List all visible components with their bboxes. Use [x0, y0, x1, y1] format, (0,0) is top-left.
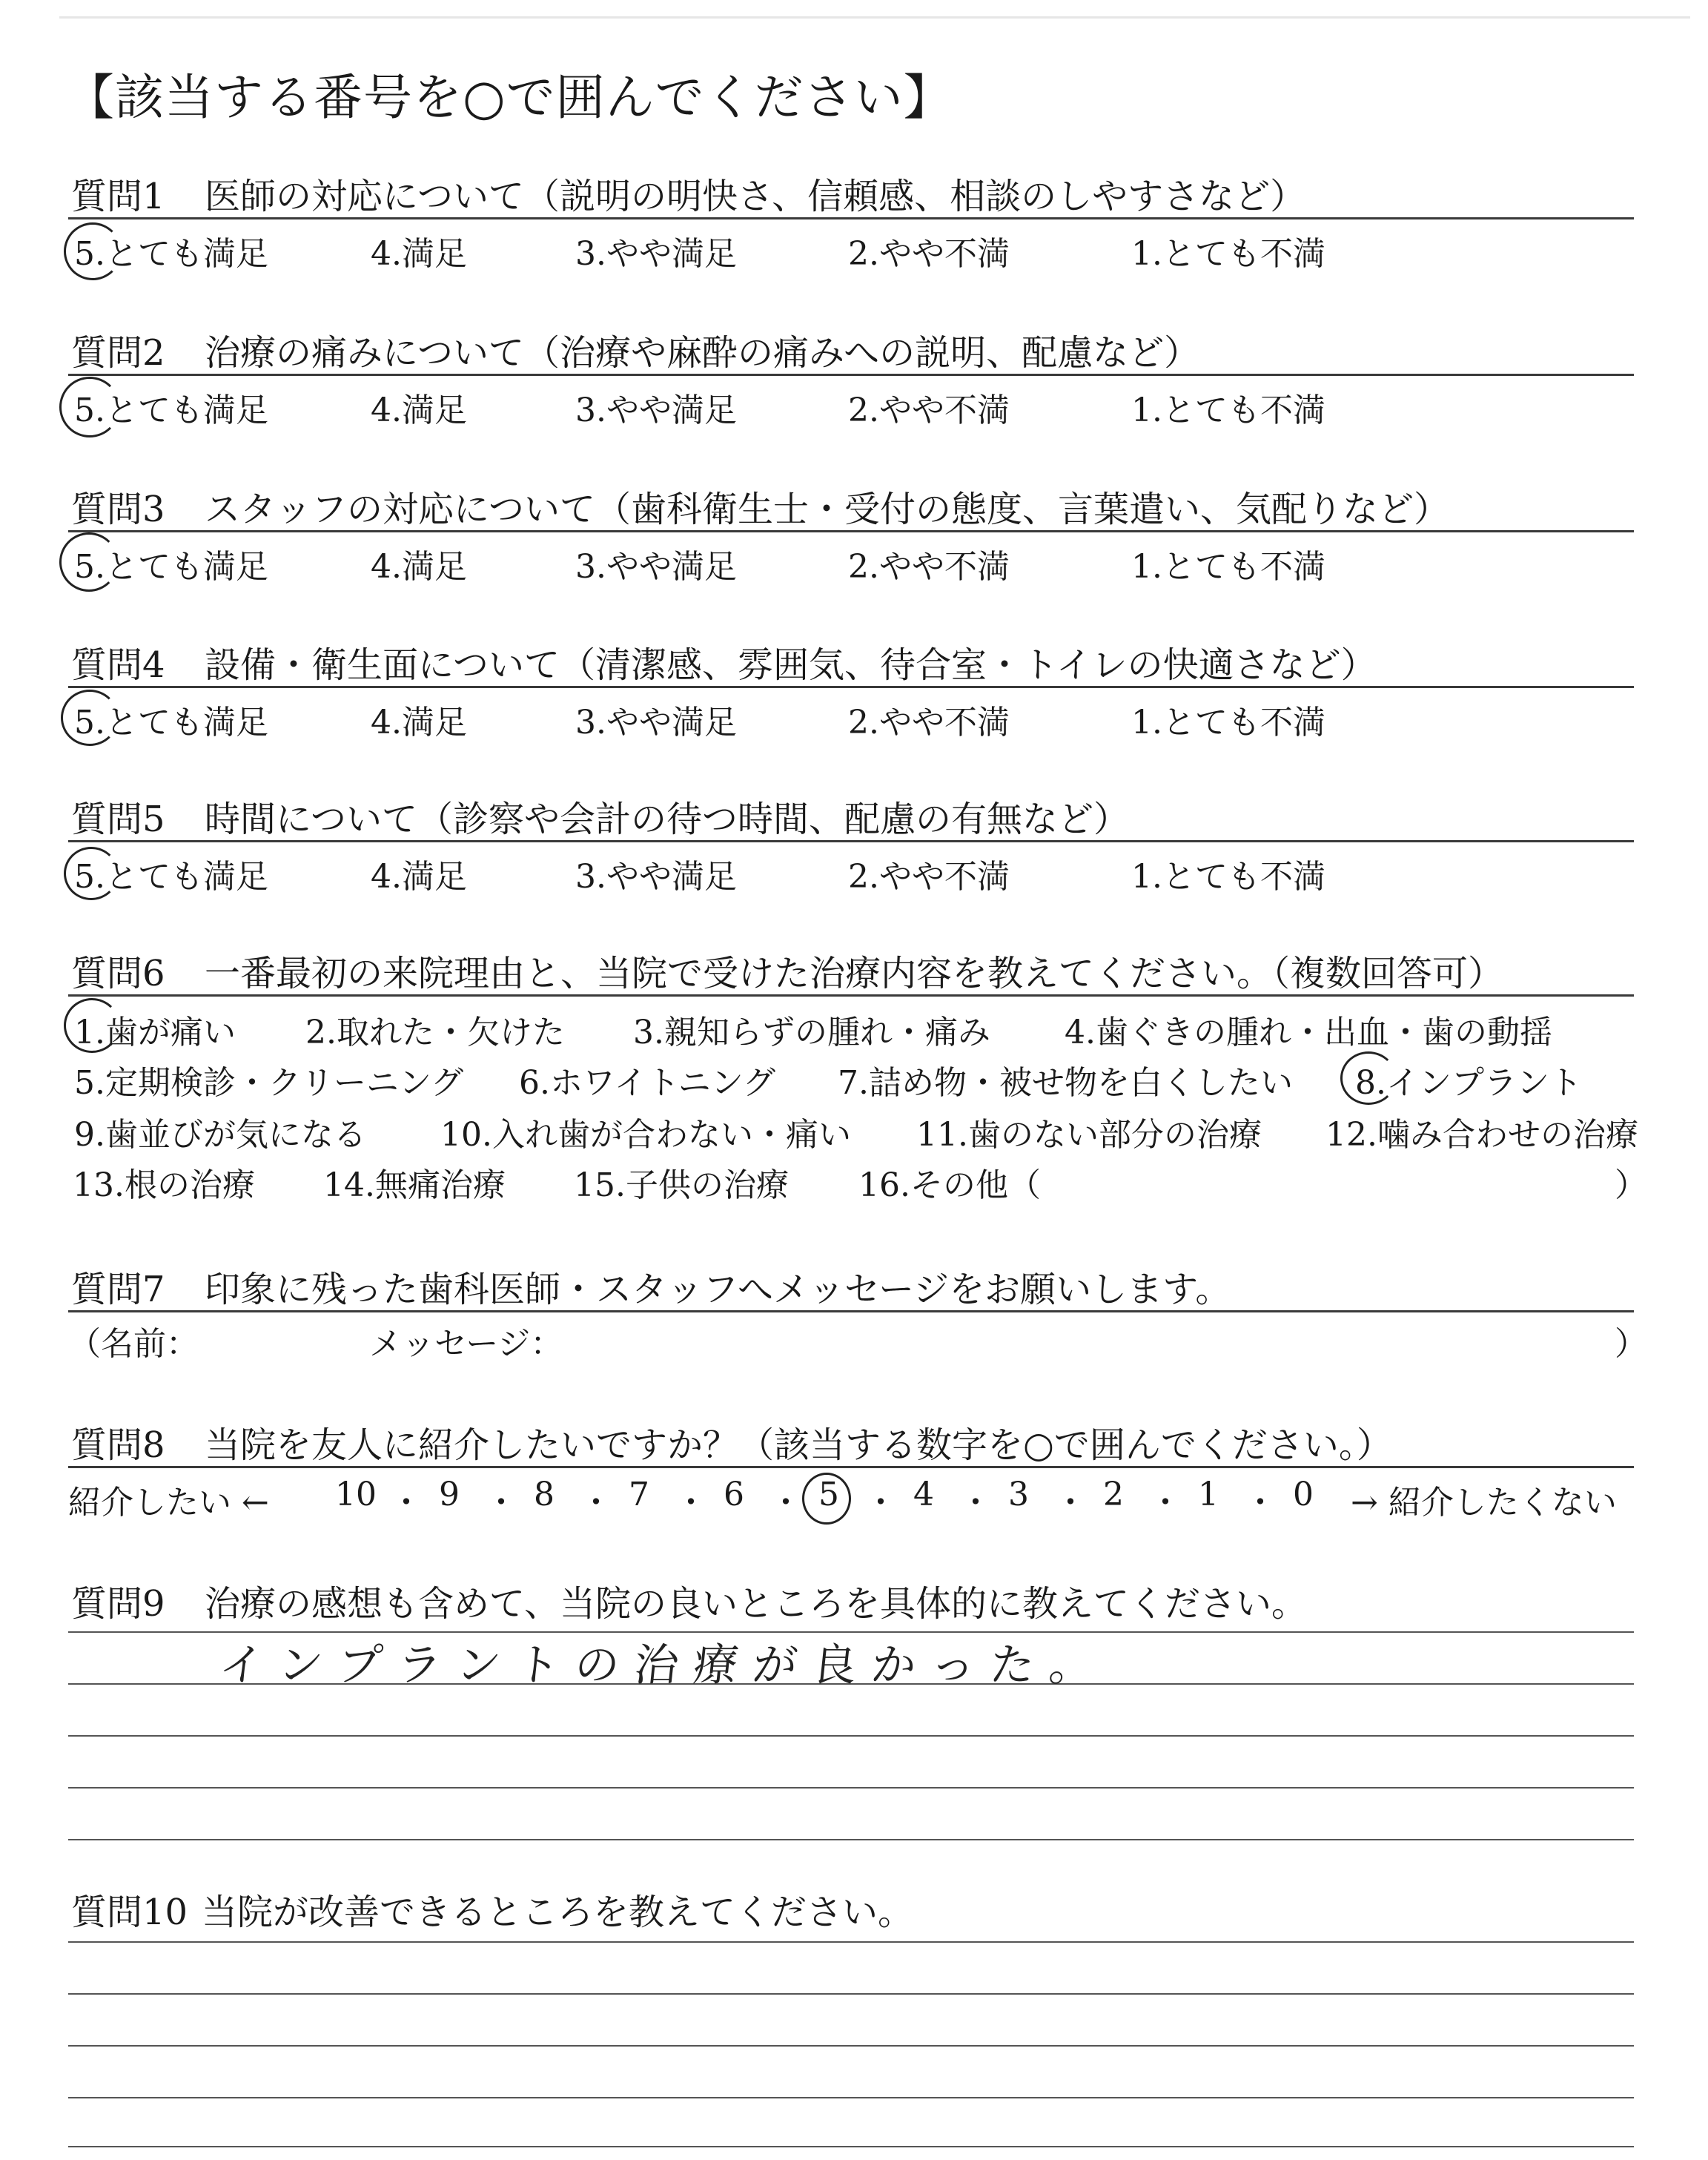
answer-line [68, 2097, 1634, 2098]
question-rule [68, 686, 1634, 688]
question-rule [68, 994, 1634, 997]
q2-option-2[interactable]: 2.やや不満 [848, 392, 1010, 429]
question-7 [71, 1261, 1231, 1312]
question-8 [71, 1416, 1392, 1467]
q1-answer-circle [64, 222, 122, 280]
answer-line [68, 1839, 1634, 1840]
question-number: 質問8 [71, 1424, 165, 1466]
answer-line [68, 2045, 1634, 2047]
q8-option-2[interactable]: 2 [1103, 1476, 1124, 1513]
question-number: 質問6 [71, 953, 165, 994]
q2-option-5[interactable]: 5.とても満足 [74, 392, 268, 429]
q6-option-10[interactable]: 10.入れ歯が合わない・痛い [440, 1116, 851, 1154]
question-text: 当院を友人に紹介したいですか？（該当する数字を○で囲んでください。） [205, 1424, 1392, 1466]
answer-line [68, 2146, 1634, 2147]
q6-other-close-paren: ） [1615, 1166, 1647, 1204]
q2-option-1[interactable]: 1.とても不満 [1131, 392, 1325, 429]
q8-option-9[interactable]: 9 [439, 1476, 460, 1513]
q8-option-4[interactable]: 4 [913, 1476, 934, 1513]
q3-option-5[interactable]: 5.とても満足 [74, 548, 268, 586]
q3-option-3[interactable]: 3.やや満足 [575, 548, 737, 586]
q6-option-11[interactable]: 11.歯のない部分の治療 [916, 1116, 1262, 1154]
question-text: 当院が改善できるところを教えてください。 [202, 1892, 914, 1933]
q8-separator: ・ [959, 1484, 992, 1522]
question-9 [71, 1575, 1307, 1626]
q7-close-paren: ） [1615, 1325, 1647, 1363]
q6-option-3[interactable]: 3.親知らずの腫れ・痛み [633, 1014, 990, 1051]
answer-line [68, 1941, 1634, 1943]
q6-option-6[interactable]: 6.ホワイトニング [519, 1064, 776, 1102]
q8-option-8[interactable]: 8 [534, 1476, 555, 1513]
q8-option-3[interactable]: 3 [1008, 1476, 1029, 1513]
q6-answer-circle-8 [1340, 1051, 1397, 1105]
q5-option-3[interactable]: 3.やや満足 [575, 858, 737, 896]
question-number: 質問5 [71, 799, 165, 840]
q4-option-2[interactable]: 2.やや不満 [848, 704, 1010, 742]
q2-option-3[interactable]: 3.やや満足 [575, 392, 737, 429]
q6-option-8[interactable]: 8.インプラント [1355, 1064, 1582, 1102]
question-number: 質問10 [71, 1892, 188, 1933]
question-3 [71, 480, 1449, 532]
q8-separator: ・ [769, 1484, 802, 1522]
question-2 [71, 324, 1199, 375]
q8-separator: ・ [390, 1484, 423, 1522]
q1-option-5[interactable]: 5.とても満足 [74, 235, 268, 273]
q5-option-2[interactable]: 2.やや不満 [848, 858, 1010, 896]
q8-option-10[interactable]: 10 [335, 1476, 377, 1513]
q8-separator: ・ [675, 1484, 707, 1522]
question-text: 治療の痛みについて（治療や麻酔の痛みへの説明、配慮など） [205, 332, 1200, 374]
q4-option-1[interactable]: 1.とても不満 [1131, 704, 1325, 742]
answer-line [68, 1993, 1634, 1995]
question-4 [71, 636, 1377, 687]
question-6 [71, 945, 1503, 996]
q8-option-0[interactable]: 0 [1293, 1476, 1314, 1513]
q8-option-7[interactable]: 7 [629, 1476, 649, 1513]
q5-option-5[interactable]: 5.とても満足 [74, 858, 268, 896]
question-1 [71, 168, 1305, 219]
question-number: 質問4 [71, 644, 165, 686]
question-number: 質問9 [71, 1583, 165, 1625]
question-text: 印象に残った歯科医師・スタッフへメッセージをお願いします。 [205, 1269, 1231, 1310]
question-number: 質問1 [71, 176, 165, 217]
question-5 [71, 790, 1129, 842]
question-text: 治療の感想も含めて、当院の良いところを具体的に教えてください。 [205, 1583, 1308, 1625]
question-rule [68, 1310, 1634, 1312]
q2-option-4[interactable]: 4.満足 [371, 392, 467, 429]
question-text: 一番最初の来院理由と、当院で受けた治療内容を教えてください。（複数回答可） [205, 953, 1504, 994]
q6-option-13[interactable]: 13.根の治療 [73, 1166, 255, 1204]
q6-option-5[interactable]: 5.定期検診・クリーニング [74, 1064, 464, 1102]
question-rule [68, 217, 1634, 219]
q8-right-label: → 紹介したくない [1351, 1484, 1617, 1522]
q6-option-4[interactable]: 4.歯ぐきの腫れ・出血・歯の動揺 [1065, 1014, 1552, 1051]
q1-option-2[interactable]: 2.やや不満 [848, 235, 1010, 273]
q1-option-4[interactable]: 4.満足 [371, 235, 467, 273]
answer-line [68, 1735, 1634, 1737]
q8-answer-circle [802, 1473, 851, 1525]
q8-separator: ・ [1149, 1484, 1182, 1522]
q8-separator: ・ [485, 1484, 517, 1522]
question-rule [68, 374, 1634, 376]
q1-option-1[interactable]: 1.とても不満 [1131, 235, 1325, 273]
q3-option-1[interactable]: 1.とても不満 [1131, 548, 1325, 586]
q6-option-14[interactable]: 14.無痛治療 [323, 1166, 506, 1204]
answer-line [68, 1787, 1634, 1789]
q4-option-4[interactable]: 4.満足 [371, 704, 467, 742]
q7-name-label: （名前： [68, 1325, 199, 1363]
q8-separator: ・ [1244, 1484, 1277, 1522]
q8-option-5[interactable]: 5 [818, 1476, 839, 1513]
question-text: 医師の対応について（説明の明快さ、信頼感、相談のしやすさなど） [205, 176, 1306, 217]
question-text: 設備・衛生面について（清潔感、雰囲気、待合室・トイレの快適さなど） [205, 644, 1377, 686]
question-rule [68, 840, 1634, 842]
q6-option-9[interactable]: 9.歯並びが気になる [74, 1116, 366, 1154]
q6-option-2[interactable]: 2.取れた・欠けた [305, 1014, 565, 1051]
q8-separator: ・ [1054, 1484, 1087, 1522]
q9-handwritten-answer: インプラントの治療が良かった。 [216, 1639, 1112, 1691]
q8-left-label: 紹介したい ← [68, 1484, 269, 1522]
top-edge-line [59, 16, 1690, 19]
q5-option-1[interactable]: 1.とても不満 [1131, 858, 1325, 896]
q4-answer-circle [61, 690, 119, 746]
question-rule [68, 530, 1634, 532]
q3-answer-circle [59, 532, 119, 592]
q6-answer-circle-1 [64, 998, 120, 1053]
q8-option-1[interactable]: 1 [1198, 1476, 1219, 1513]
q5-option-4[interactable]: 4.満足 [371, 858, 467, 896]
q4-option-3[interactable]: 3.やや満足 [575, 704, 737, 742]
page-heading: 【該当する番号を○で囲んでください】 [65, 69, 953, 126]
q8-separator: ・ [580, 1484, 612, 1522]
question-rule [68, 1466, 1634, 1468]
question-number: 質問2 [71, 332, 165, 374]
q1-option-3[interactable]: 3.やや満足 [575, 235, 737, 273]
q6-option-16[interactable]: 16.その他（ [858, 1166, 1041, 1204]
q6-option-15[interactable]: 15.子供の治療 [574, 1166, 789, 1204]
q8-separator: ・ [864, 1484, 897, 1522]
question-number: 質問7 [71, 1269, 165, 1310]
q8-option-6[interactable]: 6 [724, 1476, 744, 1513]
q6-option-7[interactable]: 7.詰め物・被せ物を白くしたい [838, 1064, 1293, 1102]
question-10 [71, 1883, 913, 1935]
question-text: スタッフの対応について（歯科衛生士・受付の態度、言葉遣い、気配りなど） [205, 489, 1450, 530]
q6-option-1[interactable]: 1.歯が痛い [74, 1014, 236, 1051]
q4-option-5[interactable]: 5.とても満足 [74, 704, 268, 742]
q3-option-2[interactable]: 2.やや不満 [848, 548, 1010, 586]
q2-answer-circle [59, 377, 120, 437]
question-number: 質問3 [71, 489, 165, 530]
question-text: 時間について（診察や会計の待つ時間、配慮の有無など） [205, 799, 1130, 840]
q7-message-label: メッセージ： [369, 1325, 563, 1363]
q5-answer-circle [64, 847, 119, 900]
q3-option-4[interactable]: 4.満足 [371, 548, 467, 586]
q6-option-12[interactable]: 12.噛み合わせの治療 [1325, 1116, 1638, 1154]
